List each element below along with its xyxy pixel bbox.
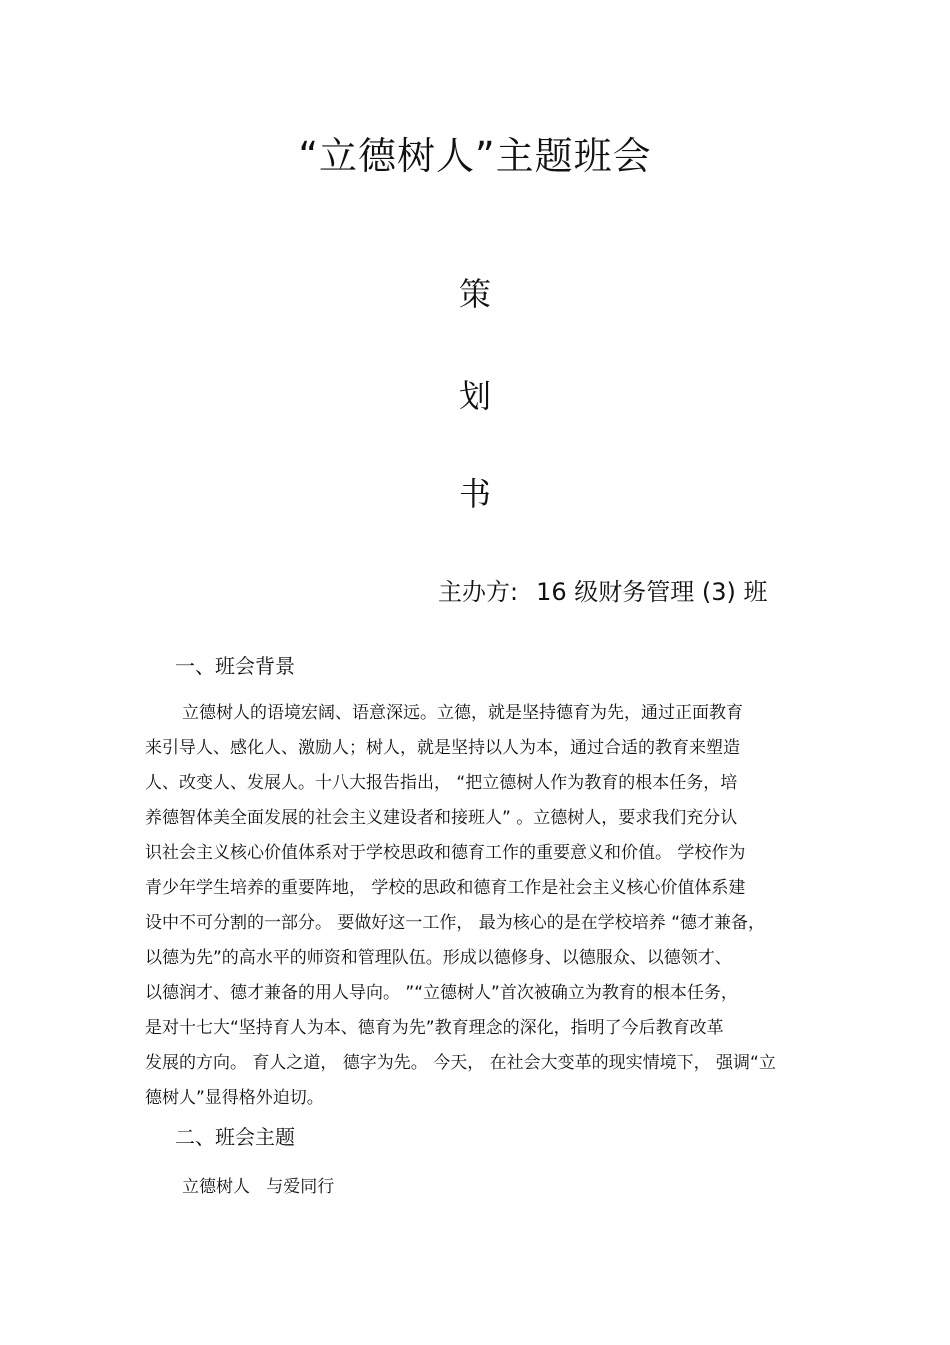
vertical-title-char-1: 策 (458, 275, 491, 313)
theme-text: 立德树人 与爱同行 (182, 1177, 335, 1197)
paragraph-line: 人、改变人、发展人。十八大报告指出， “把立德树人作为教育的根本任务，培 (145, 773, 738, 793)
paragraph-line: 发展的方向。 育人之道， 德字为先。 今天， 在社会大变革的现实情境下， 强调“立 (145, 1053, 776, 1073)
organizer-value: 16 级财务管理 (3) 班 (536, 578, 768, 606)
background-paragraph (145, 699, 810, 1119)
organizer-line (438, 574, 768, 610)
paragraph-line: 以德润才、德才兼备的用人导向。 ”“立德树人”首次被确立为教育的根本任务， (145, 983, 738, 1003)
paragraph-line: 设中不可分割的一部分。 要做好这一工作， 最为核心的是在学校培养 “德才兼备， (145, 913, 766, 933)
section-heading-background: 一、班会背景 (175, 654, 295, 678)
organizer-label: 主办方: (438, 578, 519, 606)
paragraph-line: 德树人”显得格外迫切。 (145, 1088, 324, 1108)
paragraph-line: 养德智体美全面发展的社会主义建设者和接班人” 。立德树人，要求我们充分认 (145, 808, 738, 828)
paragraph-line: 青少年学生培养的重要阵地， 学校的思政和德育工作是社会主义核心价值体系建 (145, 878, 746, 898)
paragraph-line: 来引导人、感化人、激励人；树人，就是坚持以人为本，通过合适的教育来塑造 (145, 738, 740, 758)
paragraph-line: 识社会主义核心价值体系对于学校思政和德育工作的重要意义和价值。 学校作为 (145, 843, 746, 863)
paragraph-line: 是对十七大“坚持育人为本、德育为先”教育理念的深化，指明了今后教育改革 (145, 1018, 724, 1038)
paragraph-line: 以德为先”的高水平的师资和管理队伍。形成以德修身、以德服众、以德领才、 (145, 948, 732, 968)
section-heading-theme: 二、班会主题 (175, 1125, 295, 1149)
paragraph-line: 立德树人的语境宏阔、语意深远。立德，就是坚持德育为先，通过正面教育 (182, 703, 743, 723)
document-title: “立德树人”主题班会 (298, 134, 652, 178)
vertical-title-char-2: 划 (458, 377, 491, 415)
vertical-title-char-3: 书 (458, 475, 491, 513)
